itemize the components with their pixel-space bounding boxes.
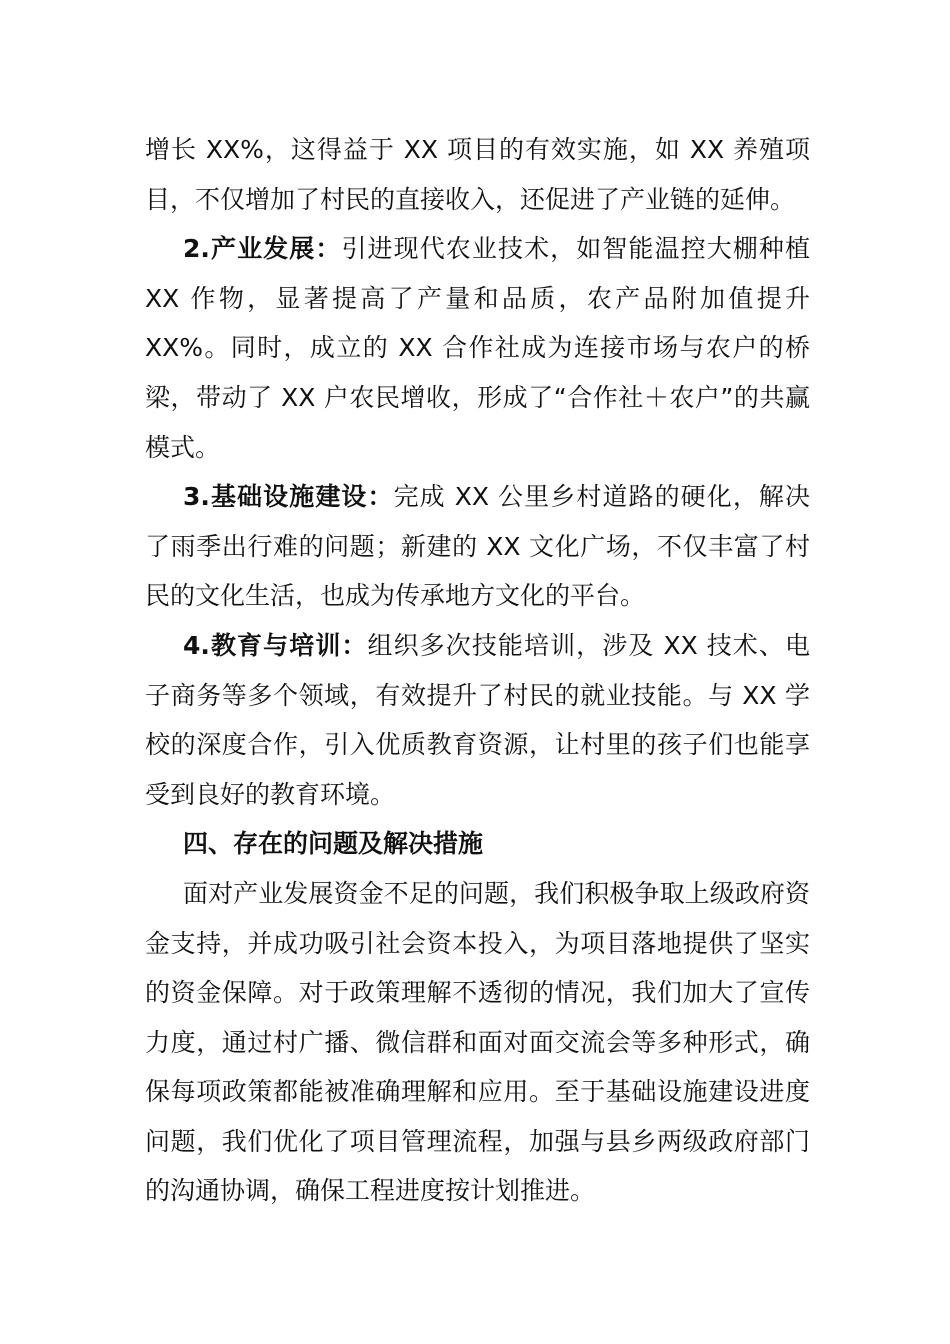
paragraph-infrastructure-heading: 3.基础设施建设： bbox=[183, 482, 394, 512]
paragraph-education-heading: 4.教育与培训： bbox=[183, 630, 368, 660]
paragraph-problems-solutions bbox=[145, 869, 810, 1216]
paragraph-industry-development bbox=[145, 224, 810, 472]
paragraph-problems-text: 面对产业发展资金不足的问题，我们积极争取上级政府资金支持，并成功吸引社会资本投入，为项目落地提供了坚实的资金保障。对于政策理解不透彻的情况，我们加大了宣传力度，通过村广播、微信群和面对面交流会等多种形式，确保每项政策都能被准确理解和应用。至于基础设施建设进度问题，我们优化了项目管理流程，加强与县乡两级政府部门的沟通协调，确保工程进度按计划推进。 bbox=[145, 878, 810, 1206]
section-heading-problems: 四、存在的问题及解决措施 bbox=[183, 829, 484, 859]
paragraph-industry-text: 引进现代农业技术，如智能温控大棚种植 XX 作物，显著提高了产量和品质，农产品附加值提升 XX%。同时，成立的 XX 合作社成为连接市场与农户的桥梁，带动了 XX 户农民增收，形成了“合作社＋农户”的共赢模式。 bbox=[145, 234, 810, 462]
document-body bbox=[145, 125, 810, 1216]
paragraph-intro bbox=[145, 125, 810, 224]
paragraph-education-text: 组织多次技能培训，涉及 XX 技术、电子商务等多个领域，有效提升了村民的就业技能。与 XX 学校的深度合作，引入优质教育资源，让村里的孩子们也能享受到良好的教育环境。 bbox=[145, 630, 810, 809]
paragraph-infrastructure-text: 完成 XX 公里乡村道路的硬化，解决了雨季出行难的问题；新建的 XX 文化广场，不仅丰富了村民的文化生活，也成为传承地方文化的平台。 bbox=[145, 482, 810, 611]
paragraph-education bbox=[145, 621, 810, 819]
paragraph-infrastructure bbox=[145, 472, 810, 621]
paragraph-industry-heading: 2.产业发展： bbox=[183, 234, 342, 264]
paragraph-intro-text: 增长 XX%，这得益于 XX 项目的有效实施，如 XX 养殖项目，不仅增加了村民的直接收入，还促进了产业链的延伸。 bbox=[145, 135, 810, 214]
